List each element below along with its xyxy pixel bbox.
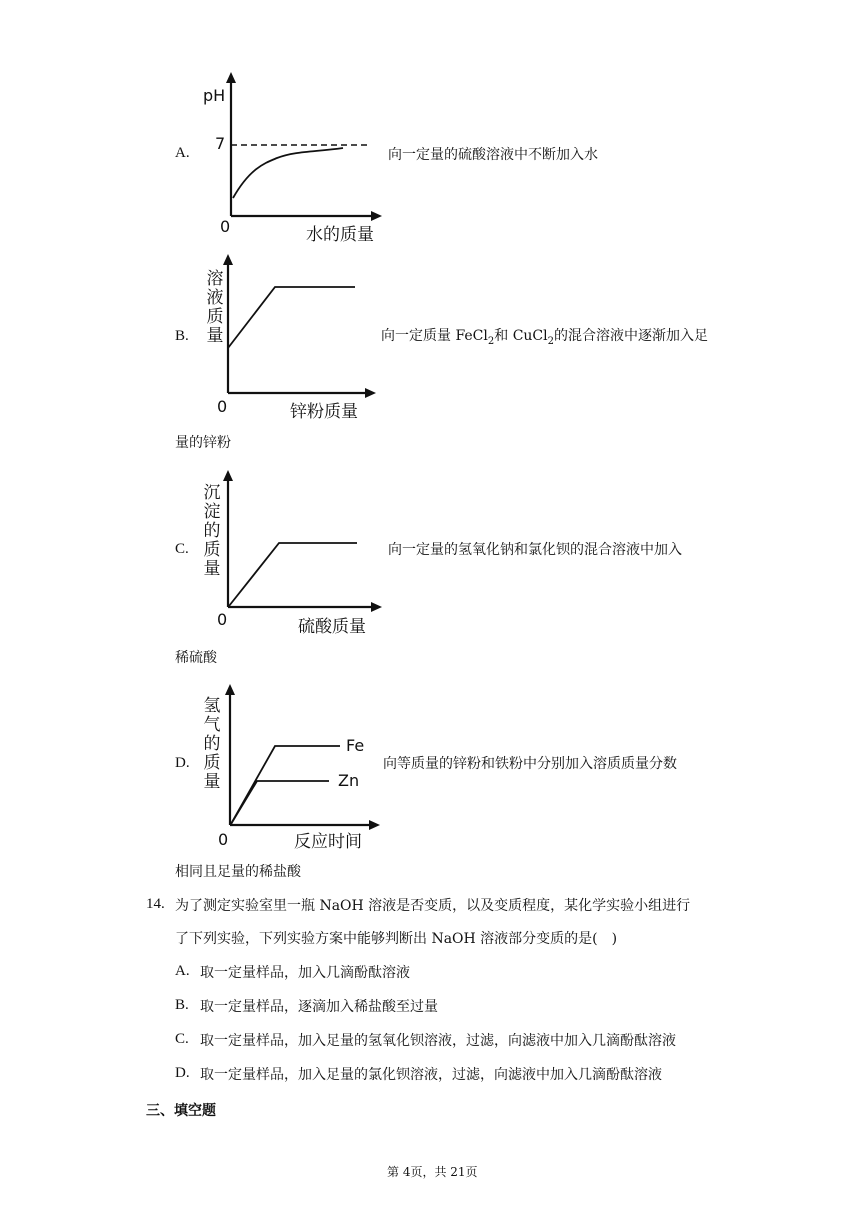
option-d-graph [195, 680, 395, 840]
option-d-x-axis-label: 反应时间 [294, 832, 362, 852]
choice-b-text: 取一定量样品，逐滴加入稀盐酸至过量 [200, 999, 438, 1015]
section-title: 三、填空题 [146, 1103, 216, 1119]
option-a-tick-7: 7 [215, 134, 226, 153]
option-d-series-zn: Zn [338, 771, 360, 790]
option-c-origin: 0 [217, 610, 228, 629]
option-d-series-fe: Fe [346, 736, 365, 755]
choice-d-letter: D. [175, 1065, 190, 1081]
question-stem-line-1: 为了测定实验室里一瓶 NaOH 溶液是否变质，以及变质程度，某化学实验小组进行 [175, 898, 691, 914]
page-footer: 第 4页，共 21页 [387, 1165, 478, 1179]
option-d-text-continued: 相同且足量的稀盐酸 [175, 864, 301, 880]
option-d-origin: 0 [218, 830, 229, 849]
choice-c-letter: C. [175, 1031, 189, 1047]
option-c-letter: C. [175, 541, 189, 557]
option-b-text: 向一定质量 FeCl$_2$和 CuCl$_2$的混合溶液中逐渐加入足 [381, 328, 708, 347]
option-b-origin: 0 [217, 397, 228, 416]
option-a-y-axis-label: pH [203, 86, 226, 105]
option-c-text: 向一定量的氢氧化钠和氯化钡的混合溶液中加入 [388, 542, 682, 558]
option-b-letter: B. [175, 328, 189, 344]
option-a-letter: A. [175, 145, 190, 161]
option-a-x-axis-label: 水的质量 [306, 225, 374, 245]
choice-a-text: 取一定量样品，加入几滴酚酞溶液 [200, 965, 410, 981]
option-a-origin: 0 [220, 217, 231, 236]
option-b-x-axis-label: 锌粉质量 [290, 402, 358, 422]
choice-d-text: 取一定量样品，加入足量的氯化钡溶液，过滤，向滤液中加入几滴酚酞溶液 [200, 1067, 662, 1083]
option-c-y-axis-label: 沉淀的质量 [203, 483, 221, 579]
choice-c-text: 取一定量样品，加入足量的氢氧化钡溶液，过滤，向滤液中加入几滴酚酞溶液 [200, 1033, 676, 1049]
option-c-text-continued: 稀硫酸 [175, 650, 217, 666]
option-b-y-axis-label: 溶液质量 [206, 269, 224, 346]
question-stem-line-2: 了下列实验，下列实验方案中能够判断出 NaOH 溶液部分变质的是( ) [175, 931, 618, 947]
option-b-text-continued: 量的锌粉 [175, 435, 231, 451]
choice-a-letter: A. [175, 963, 190, 979]
choice-b-letter: B. [175, 997, 189, 1013]
option-d-letter: D. [175, 755, 190, 771]
option-c-graph [195, 466, 395, 626]
question-number: 14. [146, 896, 165, 912]
option-a-text: 向一定量的硫酸溶液中不断加入水 [388, 147, 598, 163]
option-d-y-axis-label: 氢气的质量 [203, 696, 221, 792]
option-d-text: 向等质量的锌粉和铁粉中分别加入溶质质量分数 [383, 756, 677, 772]
option-c-x-axis-label: 硫酸质量 [298, 617, 366, 637]
